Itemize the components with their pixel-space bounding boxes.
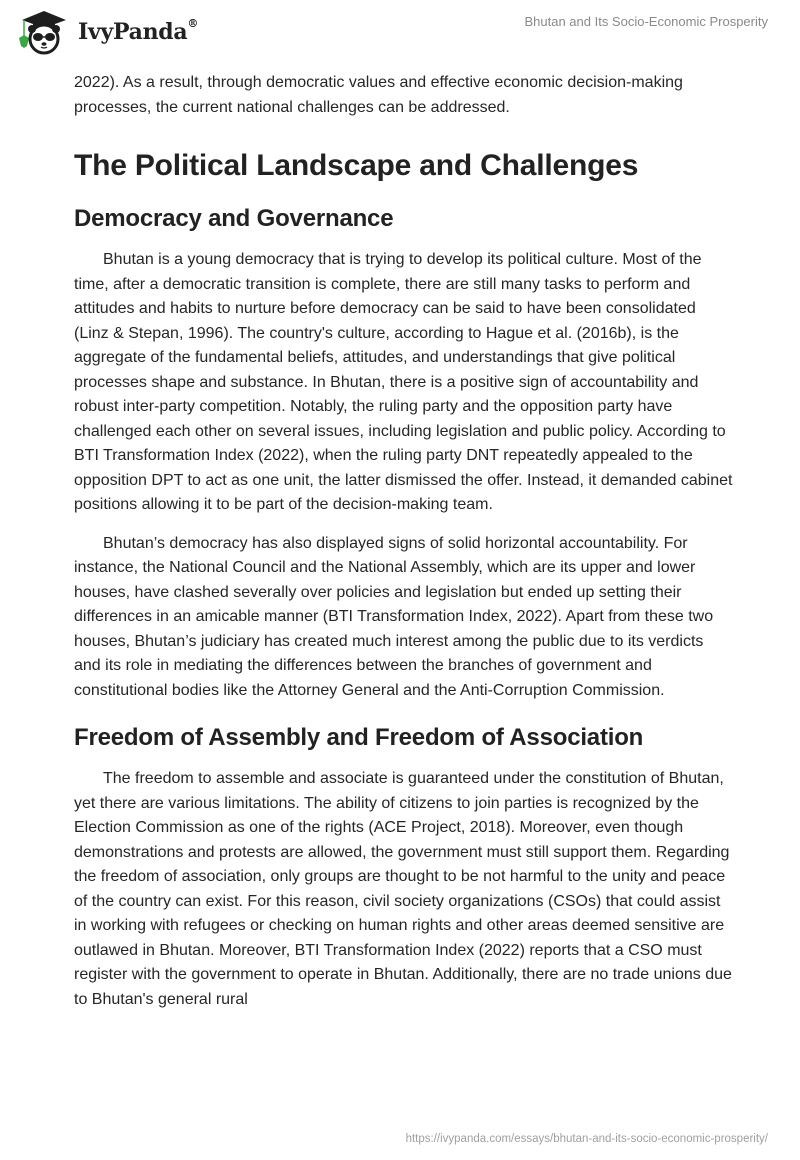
subsection-heading-freedom: Freedom of Assembly and Freedom of Association (74, 724, 644, 751)
ivypanda-logo[interactable] (16, 8, 198, 56)
essay-content (74, 71, 734, 1012)
subsection-heading-democracy: Democracy and Governance (74, 205, 394, 232)
source-url-link[interactable]: https://ivypanda.com/essays/bhutan-and-its-socio-economic-prosperity/ (405, 1133, 768, 1145)
panda-graduate-icon (16, 8, 72, 56)
paragraph: Bhutan’s democracy has also displayed signs of solid horizontal accountability. For instance, the National Council and the National Assembly, which are its upper and lower houses, have clashed severally over policies and legislation but ended up setting their differences in an amicable manner (BTI Transformation Index, 2022). Apart from these two houses, Bhutan’s judiciary has created much interest among the public due to its verdicts and its role in mediating the differences between the branches of government and constitutional bodies like the Attorney General and the Anti-Corruption Commission. (74, 534, 714, 699)
intro-paragraph: 2022). As a result, through democratic values and effective economic decision-making processes, the current national challenges can be addressed. (74, 74, 683, 116)
section-heading: The Political Landscape and Challenges (74, 149, 639, 182)
logo-wordmark: IvyPanda® (78, 17, 199, 45)
page-header (0, 0, 800, 64)
paragraph: The freedom to assemble and associate is guaranteed under the constitution of Bhutan, yet there are various limitations. The ability of citizens to join parties is recognized by the Election Commission as one of the rights (ACE Project, 2018). Moreover, even though demonstrations and protests are allowed, the government must still support them. Regarding the freedom of association, only groups are thought to be not harmful to the unity and peace of the country can exist. For this reason, civil society organizations (CSOs) that could assist in working with refugees or checking on human rights and other areas deemed sensitive are outlawed in Bhutan. Moreover, BTI Transformation Index (2022) reports that a CSO must register with the government to operate in Bhutan. Additionally, there are no trade unions due to Bhutan's general rural (74, 770, 732, 1008)
document-title: Bhutan and Its Socio-Economic Prosperity (524, 14, 768, 29)
paragraph: Bhutan is a young democracy that is trying to develop its political culture. Most of the time, after a democratic transition is complete, there are still many tasks to perform and attitudes and habits to nurture before democracy can be said to have been consolidated (Linz & Stepan, 1996). The country's culture, according to Hague et al. (2016b), is the aggregate of the fundamental beliefs, attitudes, and understandings that give political processes shape and substance. In Bhutan, there is a positive sign of accountability and robust inter-party competition. Notably, the ruling party and the opposition party have challenged each other on several issues, including legislation and public policy. According to BTI Transformation Index (2022), when the ruling party DNT repeatedly appealed to the opposition DPT to act as one unit, the latter dismissed the offer. Instead, it demanded cabinet positions allowing it to be part of the decision-making team. (74, 251, 733, 513)
